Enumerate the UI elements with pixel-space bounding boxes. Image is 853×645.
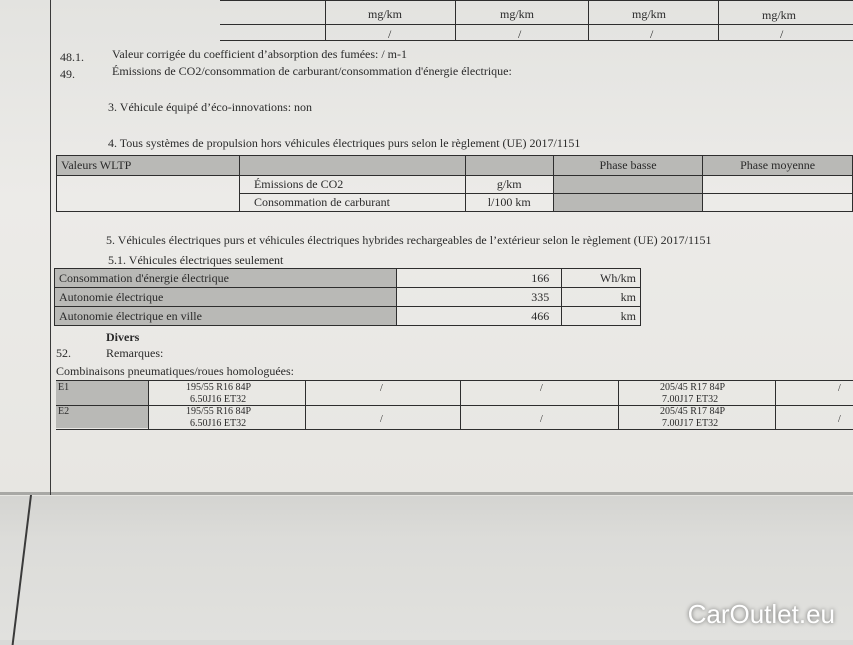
tyre-id-column [56, 380, 148, 428]
eco-innovations-line: 3. Véhicule équipé d’éco-innovations: non [108, 100, 313, 114]
ev-row-unit: km [562, 307, 641, 326]
tyre-combinations-label: Combinaisons pneumatiques/roues homologuées: [56, 364, 294, 378]
top-table-rule [220, 0, 853, 1]
ev-row-label: Autonomie électrique en ville [55, 307, 397, 326]
ev-row-value: 466 [396, 307, 562, 326]
top-table-divider [455, 0, 456, 40]
wltp-row-label: Consommation de carburant [239, 194, 465, 212]
ev-table [54, 268, 641, 326]
tyre-table-rule [56, 405, 853, 406]
tyre-size-2: 205/45 R17 84P [660, 406, 726, 417]
tyre-size: 195/55 R16 84P [186, 406, 252, 417]
slash: / [780, 27, 784, 41]
slash: / [388, 27, 392, 41]
binder-line [50, 0, 51, 495]
ev-row-unit: Wh/km [562, 269, 641, 288]
ev-row-unit: km [562, 288, 641, 307]
top-table-divider [718, 0, 719, 40]
wltp-header: Valeurs WLTP [57, 156, 240, 176]
divers-heading: Divers [106, 330, 140, 344]
ev-row-value: 335 [396, 288, 562, 307]
phase-mid-header: Phase moyenne [703, 156, 853, 176]
tyre-row-id: E2 [58, 406, 70, 417]
section-4-title: 4. Tous systèmes de propulsion hors véhicules électriques purs selon le règlement (UE) 2017/1151 [108, 136, 581, 150]
line-48-1: Valeur corrigée du coefficient d’absorption des fumées: / m-1 [112, 47, 408, 61]
item-number-49: 49. [60, 67, 75, 81]
slash: / [518, 27, 522, 41]
line-49: Émissions de CO2/consommation de carburant/consommation d'énergie électrique: [112, 64, 512, 78]
ev-row-label: Consommation d'énergie électrique [55, 269, 397, 288]
item-number-48-1: 48.1. [60, 50, 84, 64]
phase-low-header: Phase basse [553, 156, 702, 176]
section-5-1-subtitle: 5.1. Véhicules électriques seulement [108, 253, 284, 267]
ev-row-label: Autonomie électrique [55, 288, 397, 307]
tyre-table-divider [618, 380, 619, 429]
section-5-title: 5. Véhicules électriques purs et véhicules électriques hybrides rechargeables de l’extérieur selon le règlement (UE) 2017/1151 [106, 233, 712, 247]
unit-mgkm-3: mg/km [632, 7, 667, 21]
wltp-row-unit: l/100 km [465, 194, 553, 212]
rim-size-2: 7.00J17 ET32 [662, 394, 719, 405]
rim-size: 6.50J16 ET32 [190, 418, 247, 429]
top-table-divider [325, 0, 326, 40]
wltp-row-label: Émissions de CO2 [239, 176, 465, 194]
slash: / [540, 414, 543, 425]
carOutlet-watermark: CarOutlet.eu [687, 599, 835, 629]
tyre-table-divider [775, 380, 776, 429]
unit-mgkm-1: mg/km [368, 7, 403, 21]
slash: / [650, 27, 654, 41]
slash: / [540, 383, 543, 394]
rim-size: 6.50J16 ET32 [190, 394, 247, 405]
fold-line [0, 492, 853, 495]
remarks-line: Remarques: [106, 346, 164, 360]
tyre-table-divider [305, 380, 306, 429]
item-number-52: 52. [56, 346, 71, 360]
unit-mgkm-2: mg/km [500, 7, 535, 21]
tyre-table-divider [148, 380, 149, 429]
tyre-row-id: E1 [58, 382, 70, 393]
tyre-table-rule [56, 380, 853, 381]
wltp-table [56, 155, 853, 212]
slash: / [838, 383, 841, 394]
top-table-rule [220, 24, 853, 25]
slash: / [380, 414, 383, 425]
unit-mgkm-4: mg/km [762, 8, 797, 22]
tyre-size-2: 205/45 R17 84P [660, 382, 726, 393]
tyre-table-rule [56, 429, 853, 430]
ev-row-value: 166 [396, 269, 562, 288]
rim-size-2: 7.00J17 ET32 [662, 418, 719, 429]
tyre-table-divider [460, 380, 461, 429]
top-table-rule [220, 40, 853, 41]
slash: / [380, 383, 383, 394]
slash: / [838, 414, 841, 425]
top-table-divider [588, 0, 589, 40]
wltp-row-unit: g/km [465, 176, 553, 194]
tyre-size: 195/55 R16 84P [186, 382, 252, 393]
